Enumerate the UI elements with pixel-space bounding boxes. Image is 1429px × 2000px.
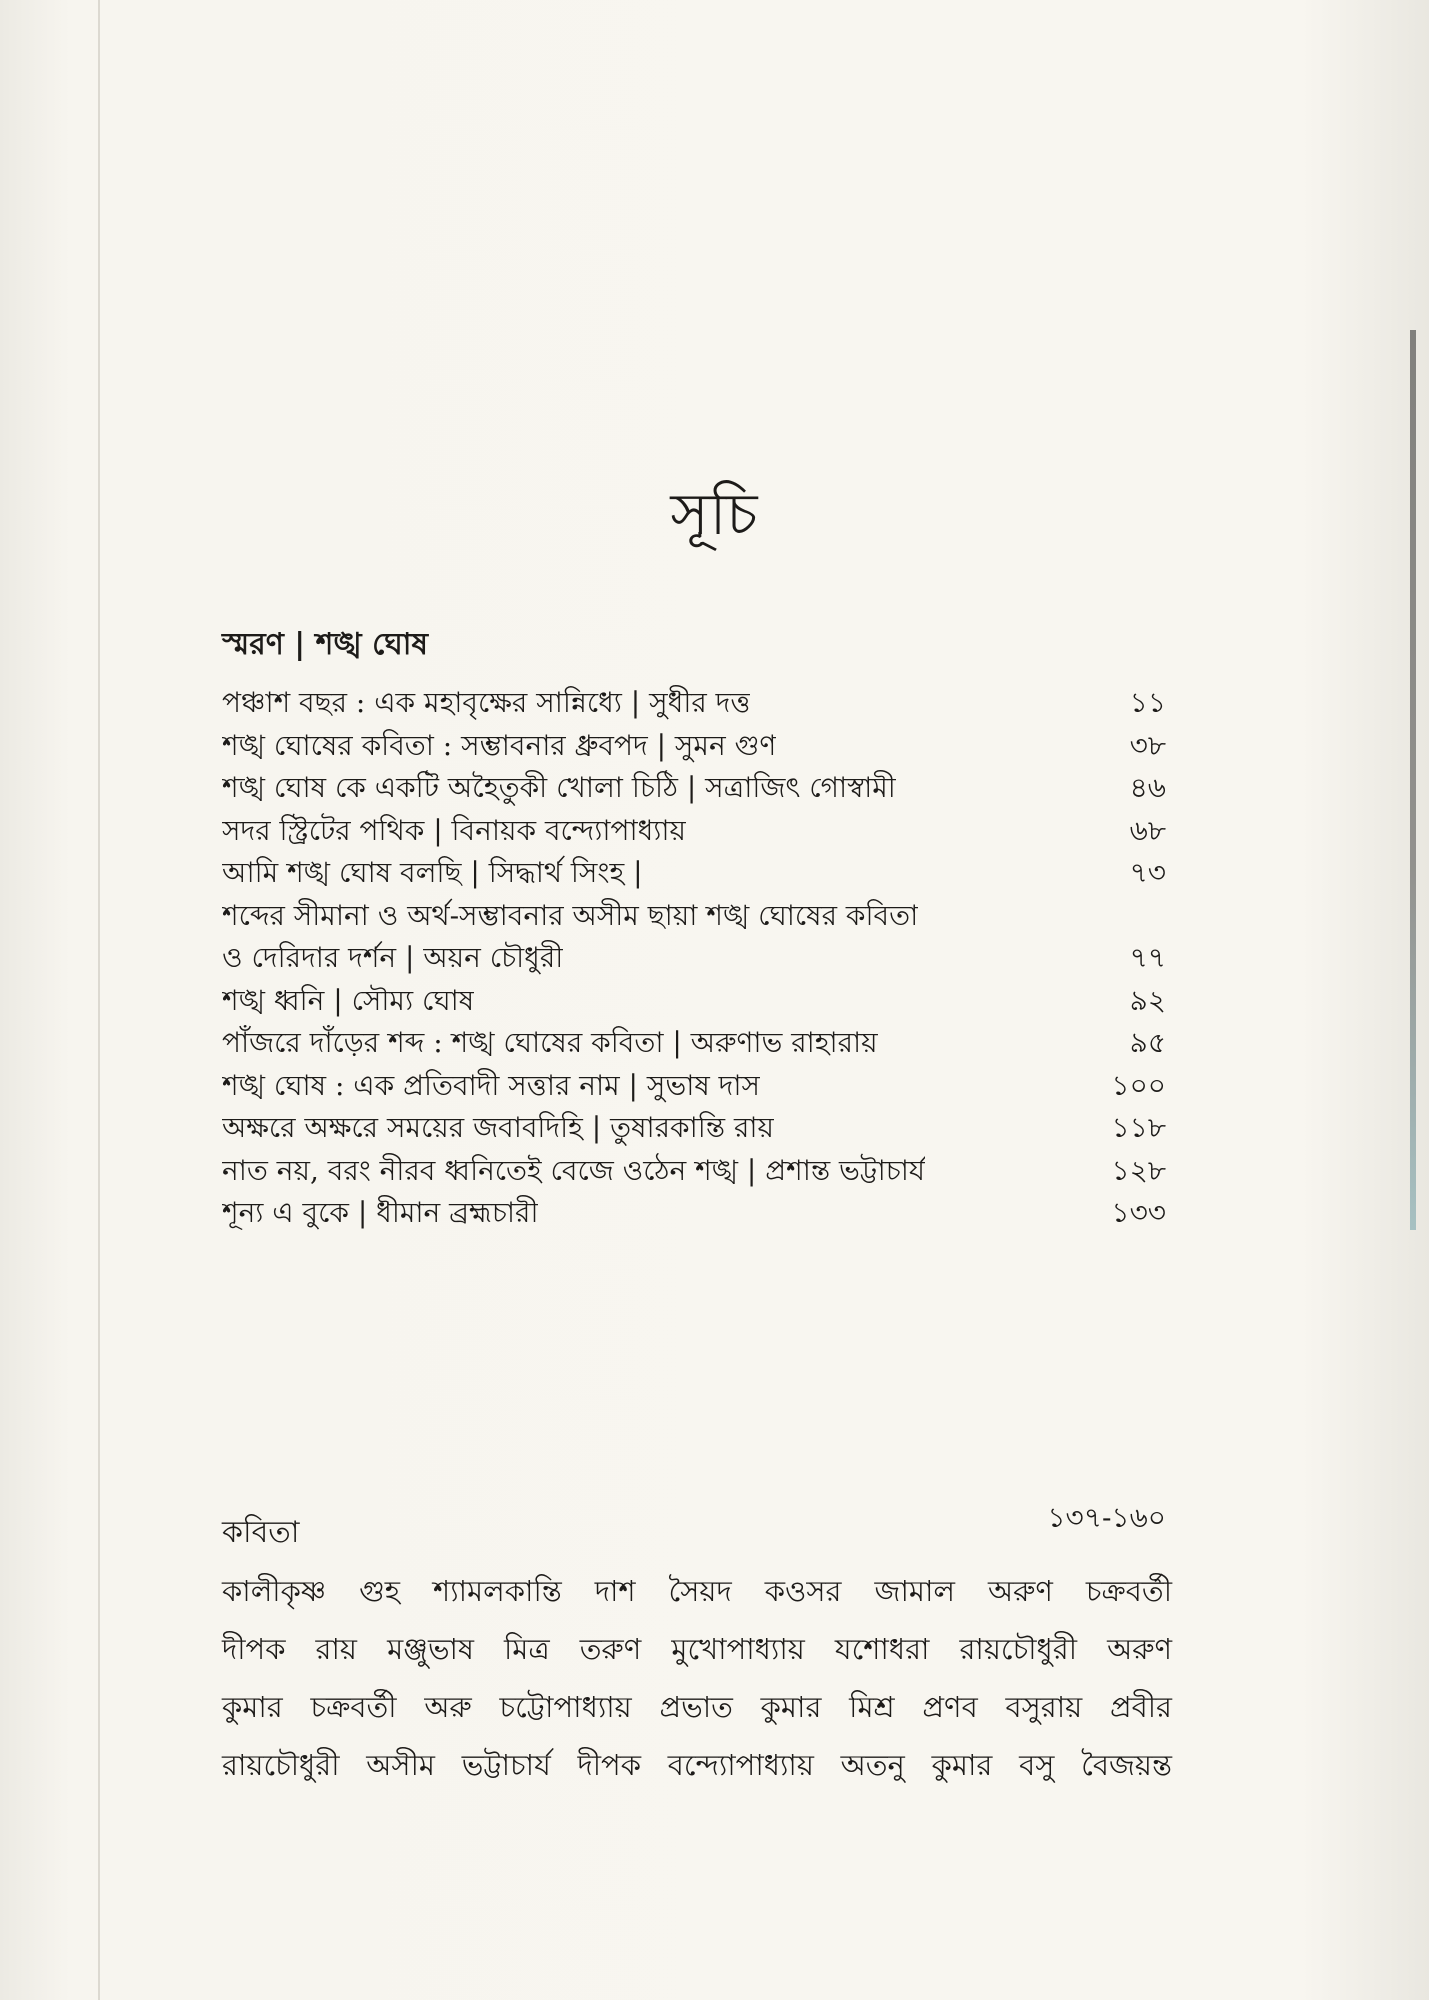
toc-entry-page: ৯২ — [1129, 983, 1166, 1017]
toc-entry-title: নাত নয়, বরং নীরব ধ্বনিতেই বেজে ওঠেন শঙ্খ | প্রশান্ত ভট্টাচার্য — [222, 1153, 926, 1187]
table-of-contents — [222, 682, 1166, 1235]
toc-entry — [222, 895, 1166, 938]
toc-entry — [222, 1107, 1166, 1150]
toc-entry-title: শব্দের সীমানা ও অর্থ-সম্ভাবনার অসীম ছায়া শঙ্খ ঘোষের কবিতা — [222, 898, 919, 932]
toc-entry-title: সদর স্ট্রিটের পথিক | বিনায়ক বন্দ্যোপাধ্যায় — [222, 813, 687, 847]
toc-entry-page: ৯৫ — [1129, 1026, 1166, 1059]
toc-entry-page: ৬৮ — [1129, 813, 1166, 847]
toc-entry — [222, 1022, 1166, 1065]
page-gutter-shadow — [98, 0, 100, 2000]
toc-entry-page: ৭৩ — [1129, 856, 1166, 889]
page-edge-shadow — [1410, 330, 1416, 1230]
toc-entry — [222, 1065, 1166, 1108]
section-heading: স্মরণ | শঙ্খ ঘোষ — [222, 627, 429, 662]
toc-entry-page: ৩৮ — [1129, 728, 1166, 762]
toc-entry-page: ১১৮ — [1111, 1111, 1166, 1144]
poems-page-range: ১৩৭-১৬০ — [1047, 1501, 1166, 1534]
toc-entry-title: শঙ্খ ঘোষ : এক প্রতিবাদী সত্তার নাম | সুভাষ দাস — [222, 1068, 761, 1102]
toc-entry-title: অক্ষরে অক্ষরে সময়ের জবাবদিহি | তুষারকান্তি রায় — [222, 1111, 774, 1144]
poems-section-heading: কবিতা — [222, 1515, 300, 1550]
toc-entry-page: ১৩৩ — [1111, 1196, 1166, 1229]
toc-entry — [222, 980, 1166, 1023]
toc-entry-title: শূন্য এ বুকে | ধীমান ব্রহ্মচারী — [222, 1196, 539, 1229]
toc-entry — [222, 1150, 1166, 1193]
page-title: সূচি — [670, 480, 759, 548]
toc-entry — [222, 810, 1166, 853]
toc-entry — [222, 852, 1166, 895]
toc-entry — [222, 937, 1166, 980]
toc-entry — [222, 767, 1166, 810]
toc-entry-title: শঙ্খ ধ্বনি | সৌম্য ঘোষ — [222, 983, 475, 1017]
toc-entry-title: শঙ্খ ঘোষের কবিতা : সম্ভাবনার ধ্রুবপদ | সুমন গুণ — [222, 728, 777, 762]
toc-entry-title: পাঁজরে দাঁড়ের শব্দ : শঙ্খ ঘোষের কবিতা | অরুণাভ রাহারায় — [222, 1026, 878, 1059]
toc-entry-page: ১২৮ — [1111, 1153, 1166, 1187]
toc-entry-page: ৪৬ — [1129, 771, 1166, 804]
toc-entry — [222, 1192, 1166, 1235]
toc-entry — [222, 682, 1166, 725]
toc-entry-title: পঞ্চাশ বছর : এক মহাবৃক্ষের সান্নিধ্যে | সুধীর দত্ত — [222, 686, 751, 719]
toc-entry-page: ১১ — [1129, 686, 1166, 719]
toc-entry-title: ও দেরিদার দর্শন | অয়ন চৌধুরী — [222, 941, 564, 974]
toc-entry-title: শঙ্খ ঘোষ কে একটি অহৈতুকী খোলা চিঠি | সত্রাজিৎ গোস্বামী — [222, 771, 896, 804]
toc-entry — [222, 725, 1166, 768]
poet-list-line: কুমার চক্রবর্তী অরু চট্টোপাধ্যায় প্রভাত কুমার মিশ্র প্রণব বসুরায় প্রবীর — [222, 1690, 1172, 1724]
toc-entry-page: ৭৭ — [1129, 941, 1166, 974]
poet-list-line: কালীকৃষ্ণ গুহ শ্যামলকান্তি দাশ সৈয়দ কওসর জামাল অরুণ চক্রবর্তী — [222, 1574, 1172, 1608]
poet-list-line: রায়চৌধুরী অসীম ভট্টাচার্য দীপক বন্দ্যোপাধ্যায় অতনু কুমার বসু বৈজয়ন্ত — [222, 1748, 1172, 1782]
toc-entry-page: ১০০ — [1111, 1068, 1166, 1102]
toc-entry-title: আমি শঙ্খ ঘোষ বলছি | সিদ্ধার্থ সিংহ | — [222, 856, 643, 889]
poet-list-line: দীপক রায় মঞ্জুভাষ মিত্র তরুণ মুখোপাধ্যায় যশোধরা রায়চৌধুরী অরুণ — [222, 1632, 1172, 1666]
poet-list — [222, 1562, 1172, 1794]
